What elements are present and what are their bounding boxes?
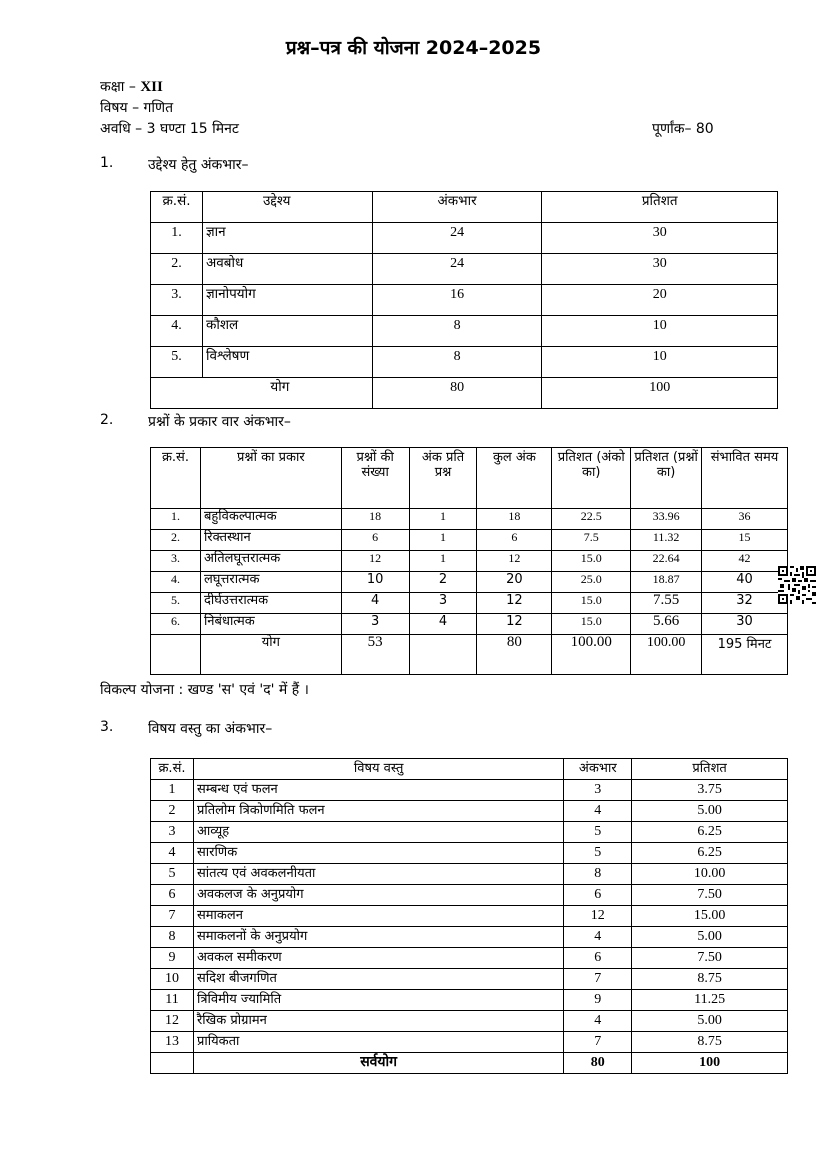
duration-line: अवधि – 3 घण्टा 15 मिनट <box>100 121 239 137</box>
cell: 12 <box>477 614 552 635</box>
cell: 3. <box>151 285 203 316</box>
cell: 8.75 <box>632 969 788 990</box>
cell: 5. <box>151 347 203 378</box>
cell: 9 <box>151 948 194 969</box>
page-title: प्रश्न–पत्र की योजना 2024–2025 <box>285 37 542 59</box>
cell: कौशल <box>202 316 372 347</box>
cell: 32 <box>702 593 788 614</box>
header-cell: अंक प्रति प्रश्न <box>409 448 477 509</box>
cell: 1 <box>151 780 194 801</box>
cell: 3 <box>341 614 409 635</box>
cell: 2 <box>409 572 477 593</box>
table-total-row <box>151 635 788 675</box>
table-row <box>151 822 788 843</box>
cell: 22.5 <box>552 509 631 530</box>
cell: 5.00 <box>632 927 788 948</box>
cell: लघूत्तरात्मक <box>200 572 341 593</box>
cell: 9 <box>564 990 632 1011</box>
header-cell: प्रतिशत (अंको का) <box>552 448 631 509</box>
cell: अवकल समीकरण <box>193 948 563 969</box>
cell: 10 <box>542 316 778 347</box>
cell: 12 <box>477 551 552 572</box>
question-type-table <box>150 447 788 675</box>
cell: 5 <box>564 843 632 864</box>
cell: 4. <box>151 316 203 347</box>
cell: 4 <box>151 843 194 864</box>
grand-total-marks: 80 <box>564 1053 632 1074</box>
header-cell: क्र.सं. <box>151 759 194 780</box>
cell: 6 <box>564 885 632 906</box>
cell: 20 <box>477 572 552 593</box>
cell: 7 <box>564 969 632 990</box>
cell: 12 <box>477 593 552 614</box>
cell: अतिलघूत्तरात्मक <box>200 551 341 572</box>
cell: 1. <box>151 509 201 530</box>
table-row <box>151 223 778 254</box>
cell: 11.25 <box>632 990 788 1011</box>
header-cell: प्रतिशत <box>632 759 788 780</box>
option-scheme-note: विकल्प योजना : खण्ड 'स' एवं 'द' में हैं । <box>100 682 309 698</box>
table-row <box>151 969 788 990</box>
cell: 3 <box>151 822 194 843</box>
cell: 2. <box>151 530 201 551</box>
cell: निबंधात्मक <box>200 614 341 635</box>
cell: 12 <box>151 1011 194 1032</box>
subject-line: विषय – गणित <box>100 100 174 116</box>
section1-heading <box>0 155 827 175</box>
cell: 11 <box>151 990 194 1011</box>
header-cell: प्रश्नों का प्रकार <box>200 448 341 509</box>
objective-weightage-table <box>150 191 778 409</box>
cell: 6.25 <box>632 843 788 864</box>
header-cell: प्रतिशत (प्रश्नों का) <box>631 448 702 509</box>
table-row <box>151 864 788 885</box>
class-label: कक्षा – <box>100 79 136 95</box>
table-row <box>151 990 788 1011</box>
cell: दीर्घउत्तरात्मक <box>200 593 341 614</box>
cell: 18.87 <box>631 572 702 593</box>
section1-title: उद्देश्य हेतु अंकभार– <box>148 157 249 173</box>
section3-number: 3. <box>100 719 114 735</box>
cell: 6 <box>151 885 194 906</box>
cell: 6 <box>341 530 409 551</box>
table-row <box>151 285 778 316</box>
cell: सम्बन्ध एवं फलन <box>193 780 563 801</box>
table-row <box>151 614 788 635</box>
table-row <box>151 885 788 906</box>
cell: 1 <box>409 551 477 572</box>
cell: विश्लेषण <box>202 347 372 378</box>
table-row <box>151 801 788 822</box>
cell: 22.64 <box>631 551 702 572</box>
cell: 42 <box>702 551 788 572</box>
cell: 15.0 <box>552 593 631 614</box>
cell <box>409 635 477 675</box>
cell: 16 <box>372 285 542 316</box>
cell: 20 <box>542 285 778 316</box>
cell: 5.00 <box>632 1011 788 1032</box>
grand-total-label: सर्वयोग <box>193 1053 563 1074</box>
cell: 1 <box>409 509 477 530</box>
table-header-row <box>151 192 778 223</box>
cell: 7.50 <box>632 948 788 969</box>
total-questions: 53 <box>341 635 409 675</box>
cell: 12 <box>341 551 409 572</box>
section3-title: विषय वस्तु का अंकभार– <box>148 721 273 737</box>
cell: 5.66 <box>631 614 702 635</box>
table-row <box>151 843 788 864</box>
table-row <box>151 530 788 551</box>
cell: अवकलज के अनुप्रयोग <box>193 885 563 906</box>
cell: त्रिविमीय ज्यामिति <box>193 990 563 1011</box>
cell: 1. <box>151 223 203 254</box>
cell: रैखिक प्रोग्रामन <box>193 1011 563 1032</box>
cell: 15.0 <box>552 551 631 572</box>
cell: 1 <box>409 530 477 551</box>
cell: 8 <box>372 347 542 378</box>
cell: 3.75 <box>632 780 788 801</box>
cell: 36 <box>702 509 788 530</box>
cell: 4 <box>564 1011 632 1032</box>
content-weightage-table <box>150 758 788 1074</box>
header-cell: विषय वस्तु <box>193 759 563 780</box>
cell: 5 <box>151 864 194 885</box>
cell: 5.00 <box>632 801 788 822</box>
table-row <box>151 780 788 801</box>
cell: 8 <box>372 316 542 347</box>
cell: ज्ञानोपयोग <box>202 285 372 316</box>
table-header-row <box>151 448 788 509</box>
header-cell: अंकभार <box>372 192 542 223</box>
cell: 4 <box>409 614 477 635</box>
cell: 7 <box>564 1032 632 1053</box>
cell: 7.55 <box>631 593 702 614</box>
cell: ज्ञान <box>202 223 372 254</box>
cell: 24 <box>372 223 542 254</box>
total-percent-questions: 100.00 <box>631 635 702 675</box>
cell: अवबोध <box>202 254 372 285</box>
table-row <box>151 572 788 593</box>
cell: 18 <box>341 509 409 530</box>
class-value: XII <box>140 79 163 95</box>
cell: 25.0 <box>552 572 631 593</box>
cell: 3. <box>151 551 201 572</box>
cell: 4 <box>564 801 632 822</box>
header-cell: प्रश्नों की संख्या <box>341 448 409 509</box>
qr-code-icon <box>778 566 816 604</box>
cell: 13 <box>151 1032 194 1053</box>
cell: समाकलनों के अनुप्रयोग <box>193 927 563 948</box>
table-total-row <box>151 1053 788 1074</box>
table-row <box>151 948 788 969</box>
cell: 15.00 <box>632 906 788 927</box>
table-header-row <box>151 759 788 780</box>
total-label: योग <box>151 378 373 409</box>
total-label: योग <box>200 635 341 675</box>
header-cell: उद्देश्य <box>202 192 372 223</box>
header-cell: संभावित समय <box>702 448 788 509</box>
cell: 4 <box>341 593 409 614</box>
cell: सांतत्य एवं अवकलनीयता <box>193 864 563 885</box>
cell: 6 <box>477 530 552 551</box>
cell: 7.50 <box>632 885 788 906</box>
header-cell: प्रतिशत <box>542 192 778 223</box>
cell: 8.75 <box>632 1032 788 1053</box>
total-marks: 80 <box>477 635 552 675</box>
cell: 6. <box>151 614 201 635</box>
cell: 8 <box>151 927 194 948</box>
total-time: 195 मिनट <box>702 635 788 675</box>
cell: 10 <box>542 347 778 378</box>
cell: 6.25 <box>632 822 788 843</box>
cell <box>151 1053 194 1074</box>
table-row <box>151 906 788 927</box>
cell: 3 <box>409 593 477 614</box>
cell: 15.0 <box>552 614 631 635</box>
table-row <box>151 316 778 347</box>
cell: बहुविकल्पात्मक <box>200 509 341 530</box>
cell: प्रतिलोम त्रिकोणमिति फलन <box>193 801 563 822</box>
header-cell: कुल अंक <box>477 448 552 509</box>
cell: 4 <box>564 927 632 948</box>
cell: 7 <box>151 906 194 927</box>
table-row <box>151 254 778 285</box>
total-marks: 80 <box>372 378 542 409</box>
section3-heading <box>0 719 827 739</box>
cell: 24 <box>372 254 542 285</box>
cell: 3 <box>564 780 632 801</box>
table-row <box>151 509 788 530</box>
table-total-row <box>151 378 778 409</box>
section1-number: 1. <box>100 155 114 171</box>
table-row <box>151 1011 788 1032</box>
cell: 33.96 <box>631 509 702 530</box>
total-percent: 100 <box>542 378 778 409</box>
cell: 15 <box>702 530 788 551</box>
cell: 30 <box>542 223 778 254</box>
section2-heading <box>0 412 827 432</box>
class-line <box>100 77 163 96</box>
cell: 8 <box>564 864 632 885</box>
cell: 40 <box>702 572 788 593</box>
cell <box>151 635 201 675</box>
cell: 18 <box>477 509 552 530</box>
cell: 5. <box>151 593 201 614</box>
cell: सदिश बीजगणित <box>193 969 563 990</box>
table-row <box>151 1032 788 1053</box>
header-cell: अंकभार <box>564 759 632 780</box>
header-cell: क्र.सं. <box>151 192 203 223</box>
table-row <box>151 551 788 572</box>
cell: 2 <box>151 801 194 822</box>
cell: 10 <box>151 969 194 990</box>
cell: रिक्तस्थान <box>200 530 341 551</box>
cell: आव्यूह <box>193 822 563 843</box>
header-cell: क्र.सं. <box>151 448 201 509</box>
cell: 11.32 <box>631 530 702 551</box>
cell: 2. <box>151 254 203 285</box>
cell: 10.00 <box>632 864 788 885</box>
cell: 30 <box>702 614 788 635</box>
cell: 4. <box>151 572 201 593</box>
table-row <box>151 347 778 378</box>
cell: सारणिक <box>193 843 563 864</box>
section2-title: प्रश्नों के प्रकार वार अंकभार– <box>148 414 291 430</box>
cell: 10 <box>341 572 409 593</box>
cell: 30 <box>542 254 778 285</box>
grand-total-percent: 100 <box>632 1053 788 1074</box>
cell: समाकलन <box>193 906 563 927</box>
section2-number: 2. <box>100 412 114 428</box>
cell: 6 <box>564 948 632 969</box>
cell: 5 <box>564 822 632 843</box>
cell: 12 <box>564 906 632 927</box>
table-row <box>151 593 788 614</box>
full-marks: पूर्णांक– 80 <box>652 121 714 137</box>
cell: 7.5 <box>552 530 631 551</box>
total-percent-marks: 100.00 <box>552 635 631 675</box>
cell: प्रायिकता <box>193 1032 563 1053</box>
table-row <box>151 927 788 948</box>
